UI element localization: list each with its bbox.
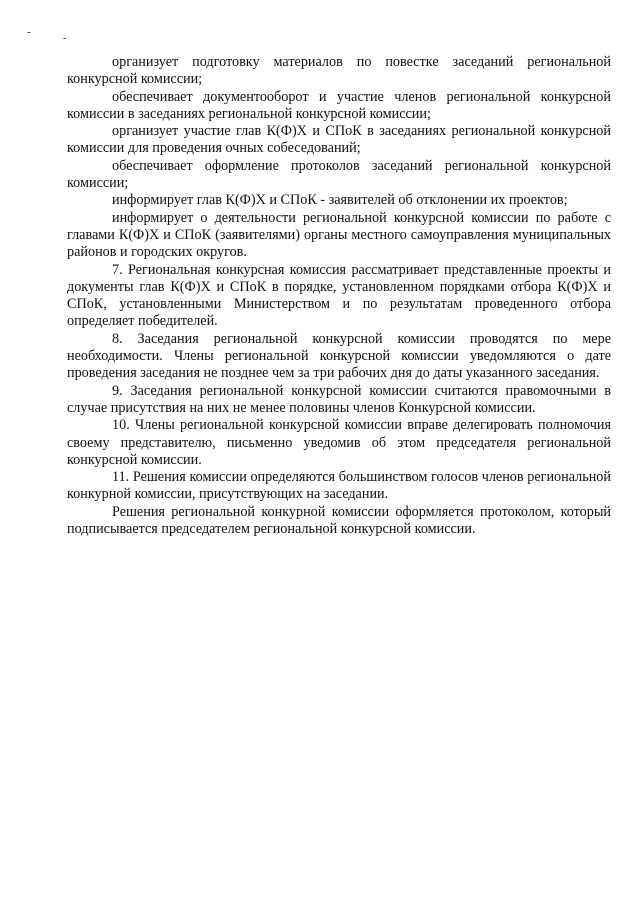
paragraph: 8. Заседания региональной конкурсной комиссии проводятся по мере необходимости. Члены региональной конкурсной комиссии уведомляются о дате проведения заседания не позднее чем за три рабочих дня до даты указанного заседания. [67, 330, 611, 382]
paragraph: организует подготовку материалов по повестке заседаний региональной конкурсной комиссии; [67, 54, 611, 88]
paragraph: организует участие глав К(Ф)Х и СПоК в заседаниях региональной конкурсной комиссии для проведения очных собеседований; [67, 123, 611, 157]
paragraph: информирует глав К(Ф)Х и СПоК - заявителей об отклонении их проектов; [112, 192, 568, 209]
paragraph: обеспечивает документооборот и участие членов региональной конкурсной комиссии в заседаниях региональной конкурсной комиссии; [67, 88, 611, 122]
document-body [67, 54, 611, 538]
paragraph: 10. Члены региональной конкурсной комиссии вправе делегировать полномочия своему представителю, письменно уведомив об этом председателя региональной конкурсной комиссии. [67, 417, 611, 468]
margin-mark: - [63, 32, 67, 44]
paragraph: информирует о деятельности региональной конкурсной комиссии по работе с главами К(Ф)Х и СПоК (заявителями) органы местного самоуправления муниципальных районов и городских округов. [67, 209, 611, 261]
paragraph: 11. Решения комиссии определяются большинством голосов членов региональной конкурной комиссии, присутствующих на заседании. [67, 469, 611, 503]
paragraph: 9. Заседания региональной конкурсной комиссии считаются правомочными в случае присутствия на них не менее половины членов Конкурсной комиссии. [67, 382, 611, 416]
paragraph: обеспечивает оформление протоколов заседаний региональной конкурсной комиссии; [67, 157, 611, 192]
paragraph: Решения региональной конкурной комиссии оформляется протоколом, который подписывается председателем региональной конкурсной комиссии. [67, 503, 611, 538]
margin-mark: - [27, 26, 31, 38]
paragraph: 7. Региональная конкурсная комиссия рассматривает представленные проекты и документы глав К(Ф)Х и СПоК в порядке, установленном порядками отбора К(Ф)Х и СПоК, установленными Министерством и по результатам проведенного отбора определяет победителей. [67, 261, 611, 330]
